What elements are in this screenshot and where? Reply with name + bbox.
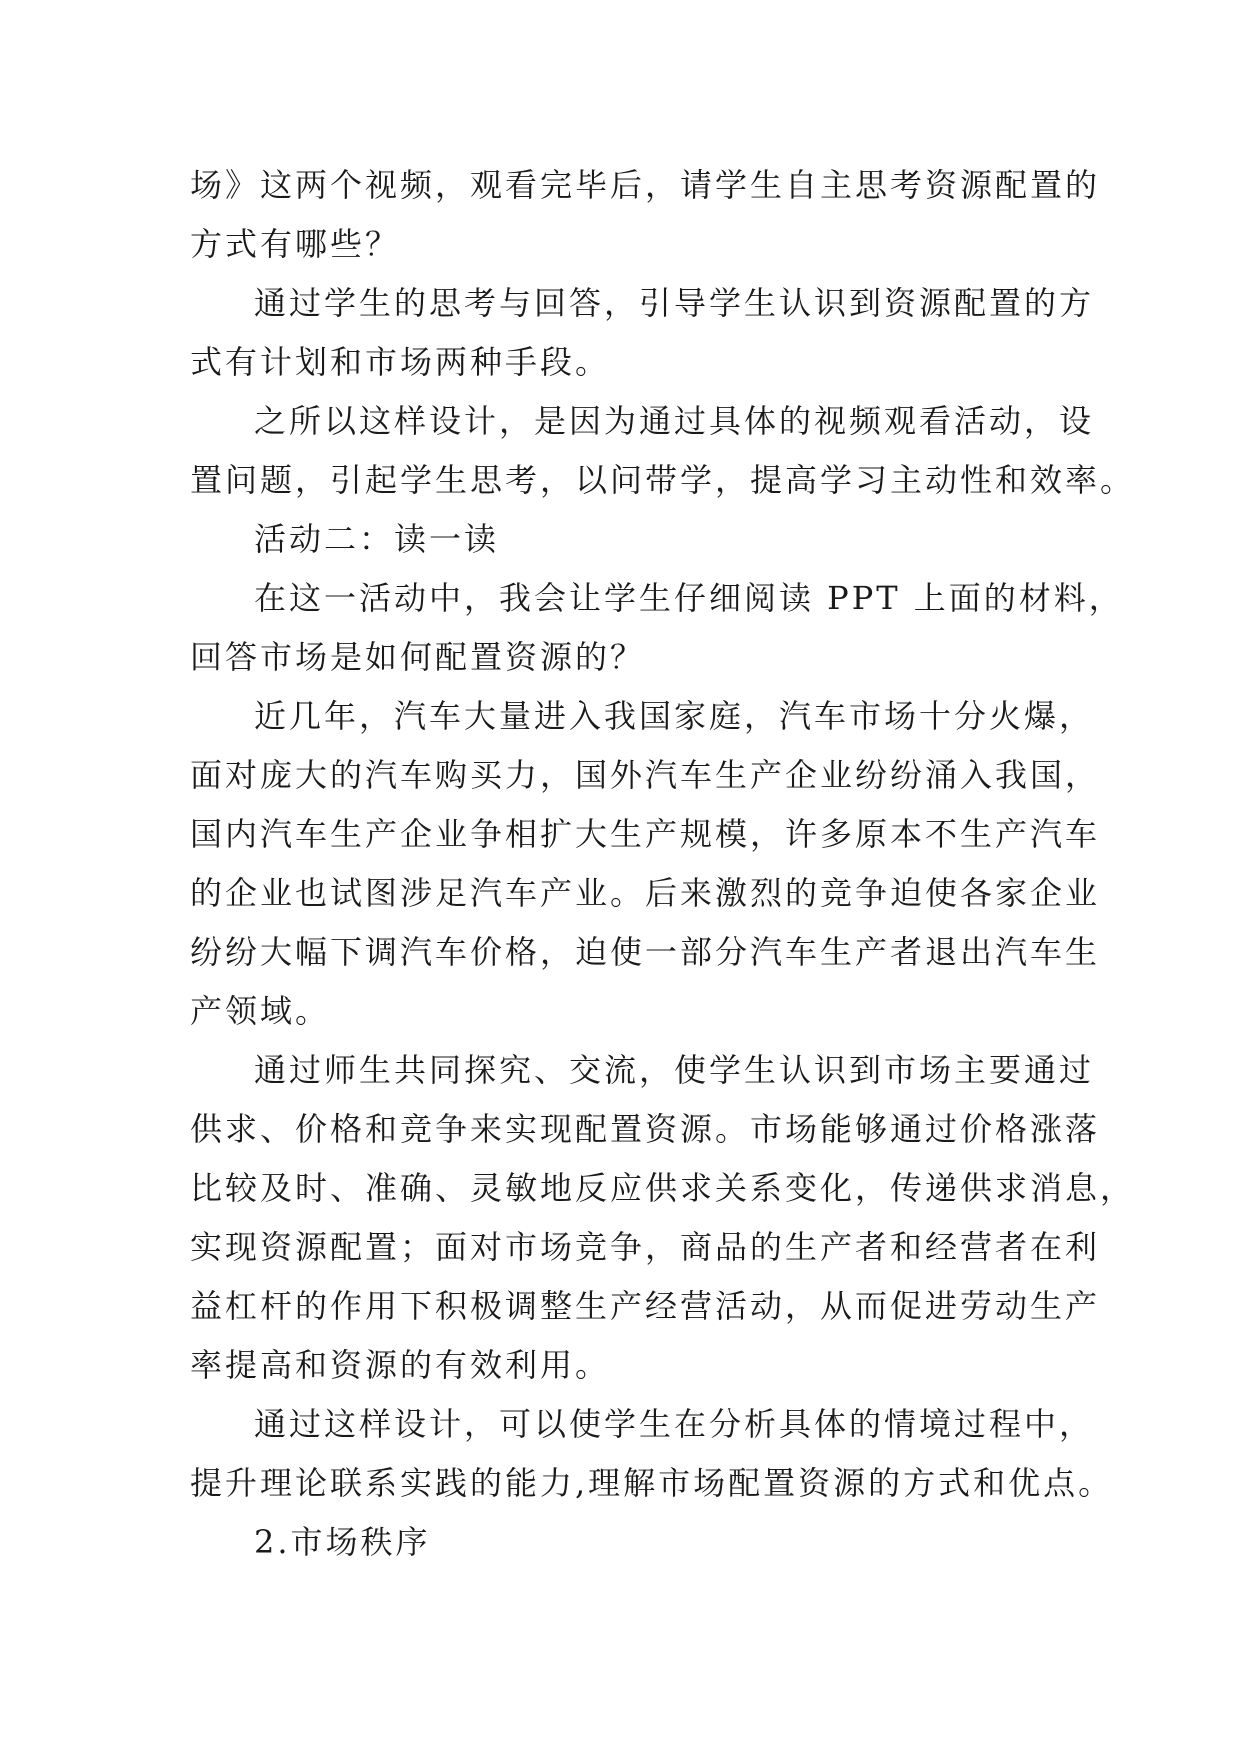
paragraph: [190, 1395, 1114, 1513]
text-line: 通过师生共同探究、交流，使学生认识到市场主要通过: [254, 1051, 1095, 1089]
text-line: 2.市场秩序: [254, 1523, 431, 1561]
text-line: 率提高和资源的有效利用。: [190, 1346, 611, 1384]
text-line: 置问题，引起学生思考，以问带学，提高学习主动性和效率。: [190, 461, 1136, 499]
text-line: 通过学生的思考与回答，引导学生认识到资源配置的方: [254, 284, 1095, 322]
text-line: 益杠杆的作用下积极调整生产经营活动，从而促进劳动生产: [190, 1287, 1101, 1325]
text-line: 在这一活动中，我会让学生仔细阅读 PPT 上面的材料，: [254, 579, 1124, 617]
body-text: [190, 156, 1136, 1572]
paragraph: [190, 510, 1060, 569]
text-line: 产领域。: [190, 992, 331, 1030]
paragraph: [190, 274, 1095, 392]
text-line: 之所以这样设计，是因为通过具体的视频观看活动，设: [254, 402, 1095, 440]
paragraph: [190, 569, 1124, 687]
text-line: 方式有哪些？: [190, 225, 401, 263]
text-line: 提升理论联系实践的能力,理解市场配置资源的方式和优点。: [190, 1464, 1114, 1502]
text-line: 纷纷大幅下调汽车价格，迫使一部分汽车生产者退出汽车生: [190, 933, 1101, 971]
text-line: 供求、价格和竞争来实现配置资源。市场能够通过价格涨落: [190, 1110, 1101, 1148]
paragraph: [190, 687, 1101, 1041]
text-line: 近几年，汽车大量进入我国家庭，汽车市场十分火爆，: [254, 697, 1095, 735]
text-line: 场》这两个视频，观看完毕后，请学生自主思考资源配置的: [190, 166, 1101, 204]
paragraph: [190, 156, 1101, 274]
text-line: 实现资源配置；面对市场竞争，商品的生产者和经营者在利: [190, 1228, 1101, 1266]
paragraph: [190, 392, 1136, 510]
text-line: 比较及时、准确、灵敏地反应供求关系变化，传递供求消息，: [190, 1169, 1136, 1207]
paragraph: [190, 1041, 1136, 1395]
text-line: 式有计划和市场两种手段。: [190, 343, 611, 381]
text-line: 回答市场是如何配置资源的？: [190, 638, 646, 676]
text-line: 面对庞大的汽车购买力，国外汽车生产企业纷纷涌入我国，: [190, 756, 1101, 794]
paragraph: [190, 1513, 1060, 1572]
text-line: 国内汽车生产企业争相扩大生产规模，许多原本不生产汽车: [190, 815, 1101, 853]
text-line: 通过这样设计，可以使学生在分析具体的情境过程中，: [254, 1405, 1095, 1443]
text-line: 活动二：读一读: [254, 520, 500, 558]
text-line: 的企业也试图涉足汽车产业。后来激烈的竞争迫使各家企业: [190, 874, 1101, 912]
